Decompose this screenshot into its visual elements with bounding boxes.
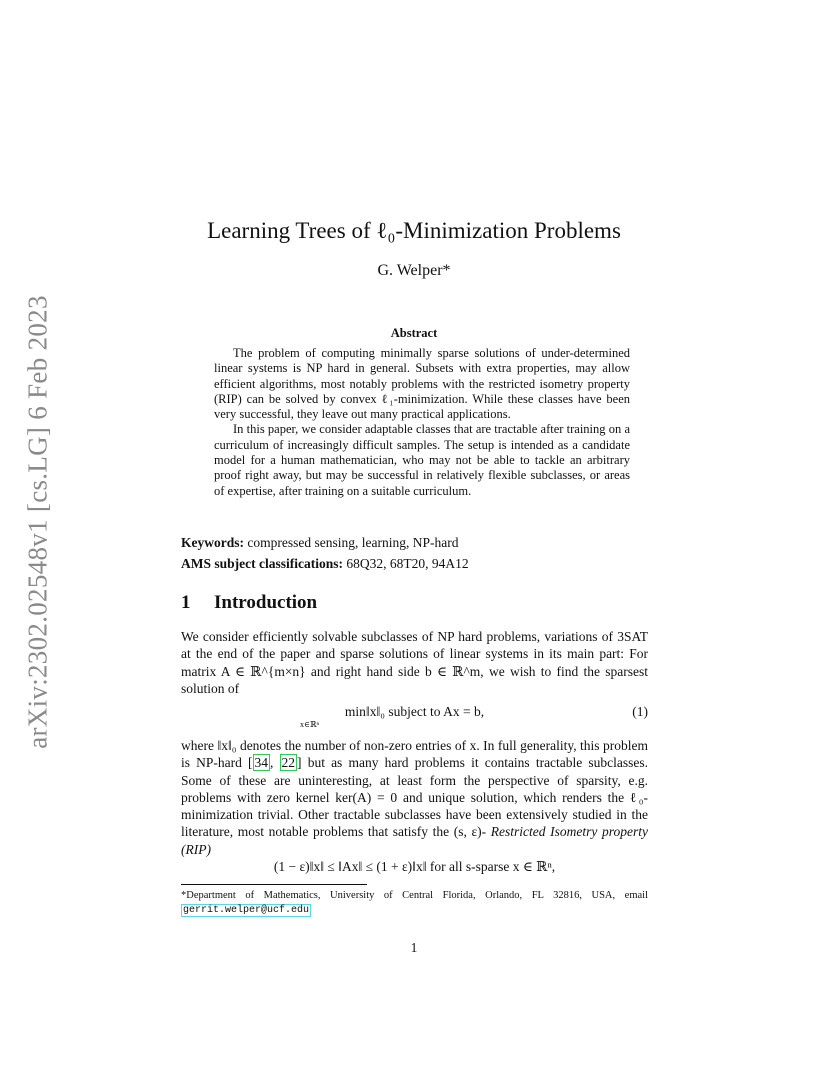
paper-title: Learning Trees of ℓ₀-Minimization Problems [207, 218, 621, 243]
ams-label: AMS subject classifications: [181, 556, 343, 571]
intro-paragraph-2-part-c: Restricted Isometry property (RIP) [181, 824, 648, 857]
abstract-body [214, 346, 630, 499]
equation-1-body: min‖x‖₀ subject to Ax = b, [344, 704, 485, 719]
footnote [181, 889, 648, 918]
keywords-line [181, 535, 651, 551]
footnote-divider [181, 884, 367, 885]
ams-value: 68Q32, 68T20, 94A12 [346, 556, 469, 571]
intro-paragraph-2-part-a: where ‖x‖₀ denotes the number of non-zero entries of x. In full generality, this problem is NP-hard [181, 738, 648, 771]
abstract-heading: Abstract [390, 326, 438, 340]
arxiv-identifier: arXiv:2302.02548v1 [cs.LG] 6 Feb 2023 [22, 295, 53, 749]
intro-paragraph-1: We consider efficiently solvable subclasses of NP hard problems, variations of 3SAT at the end of the paper and sparse solutions of linear systems in its main part: For matrix A ∈ ℝ^{m×n} and right hand side b ∈ ℝ^m, we wish to find the sparsest solution of [181, 629, 648, 696]
page-number: 1 [410, 940, 418, 955]
section-title: Introduction [214, 592, 318, 613]
section-heading [181, 592, 317, 614]
keywords-value: compressed sensing, learning, NP-hard [247, 535, 459, 550]
keywords-label: Keywords: [181, 535, 244, 550]
intro-paragraph-2: where ‖x‖₀ denotes the number of non-zero entries of x. In full generality, this problem is NP-hard [ 34 , 22 ] but as many hard problems it contains tractable subclasses. Some of these are uninteresting, at least form the perspective of sparsity, e.g. problems with zero kernel ker(A) = 0 and unique solution, which renders the ℓ₀-minimization trivial. Other tractable subclasses have been extensively studied in the literature, most notable problems that satisfy the (s, ε)- Restricted Isometry property (RIP) [181, 738, 649, 857]
equation-2-body: (1 − ε)‖x‖ ≤ ‖Ax‖ ≤ (1 + ε)‖x‖ for all s-sparse x ∈ ℝⁿ, [273, 859, 556, 874]
paper-author: G. Welper* [377, 262, 451, 279]
equation-1 [181, 704, 648, 729]
footnote-text: *Department of Mathematics, University of Central Florida, Orlando, FL 32816, USA, email [181, 890, 648, 901]
equation-1-subscript: x∈ℝⁿ [299, 720, 320, 729]
intro-paragraph-2-part-b: but as many hard problems it contains tractable subclasses. Some of these are uninteresting, at least form the perspective of sparsity, e.g. problems with zero kernel ker(A) = 0 and unique solution, which renders the ℓ₀-minimization trivial. Other tractable subclasses have been extensively studied in the literature, most notable problems that satisfy the (s, ε)- [181, 755, 649, 840]
ams-line [181, 556, 651, 572]
arxiv-sidebar [22, 292, 54, 752]
abstract-paragraph-2: In this paper, we consider adaptable classes that are tractable after training on a curriculum of increasingly difficult samples. The setup is intended as a candidate model for a human mathematician, who may not be able to tackle an arbitrary proof right away, but may be successful in relatively flexible subclasses, or areas of expertise, after training on a suitable curriculum. [214, 422, 630, 498]
abstract-paragraph-1: The problem of computing minimally sparse solutions of under-determined linear systems is NP hard in general. Subsets with extra properties, may allow efficient algorithms, most notably problems with the restricted isometry property (RIP) can be solved by convex ℓ₁-minimization. While these classes have been very successful, they leave out many practical applications. [214, 346, 630, 422]
citation-link[interactable]: 22 [281, 755, 296, 771]
citation-link[interactable]: 34 [254, 755, 269, 771]
section-number: 1 [181, 592, 191, 613]
email-link[interactable]: gerrit.welper@ucf.edu [183, 905, 310, 916]
equation-1-number: (1) [632, 704, 648, 719]
